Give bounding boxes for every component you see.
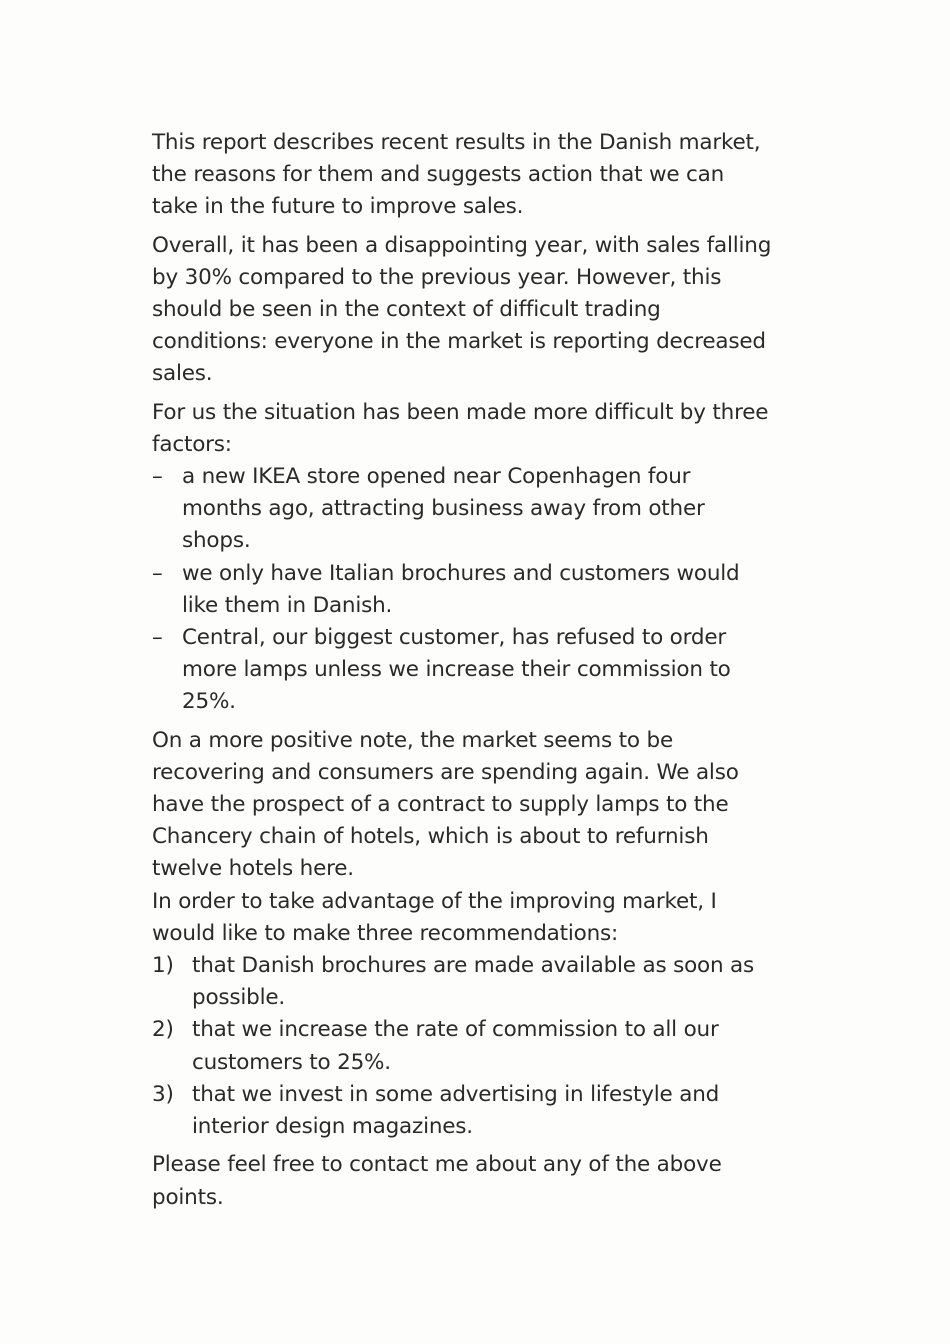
factor-text: Central, our biggest customer, has refused to order more lamps unless we increase their commission to 25%. [182,625,731,715]
list-number: 2) [152,1017,174,1043]
positive-paragraph: On a more positive note, the market seems to be recovering and consumers are spending again. We also have the prospect of a contract to supply lamps to the Chancery chain of hotels, which is about to refurnish twelve hotels here. [152,727,739,882]
recommendation-text: that we invest in some advertising in lifestyle and interior design magazines. [192,1081,720,1140]
list-item [152,1079,772,1143]
recommendation-text: that Danish brochures are made available as soon as possible. [192,953,755,1011]
overview-paragraph: Overall, it has been a disappointing year, with sales falling by 30% compared to the previous year. However, this should be seen in the context of difficult trading conditions: everyone in the market is reporting decreased sales. [152,232,772,387]
list-number: 1) [152,953,174,979]
dash-bullet: – [152,560,163,586]
list-item [152,950,772,1014]
factor-text: a new IKEA store opened near Copenhagen four months ago, attracting business away from other shops. [182,464,705,554]
recommendation-text: that we increase the rate of commission to all our customers to 25%. [192,1017,719,1075]
list-item [152,461,772,558]
factors-intro: For us the situation has been made more difficult by three factors: [152,399,769,457]
list-item [152,622,772,719]
report-body [152,127,772,1214]
dash-bullet: – [152,625,163,651]
closing-paragraph: Please feel free to contact me about any of the above points. [152,1152,722,1210]
list-item [152,558,772,622]
intro-paragraph: This report describes recent results in the Danish market, the reasons for them and suggests action that we can take in the future to improve sales. [152,130,761,220]
list-number: 3) [152,1081,174,1107]
factor-text: we only have Italian brochures and customers would like them in Danish. [182,560,740,618]
recommendations-intro: In order to take advantage of the improving market, I would like to make three recommendations: [152,888,717,946]
factors-list [152,461,772,719]
recommendations-list [152,950,772,1143]
list-item [152,1014,772,1078]
dash-bullet: – [152,464,163,490]
